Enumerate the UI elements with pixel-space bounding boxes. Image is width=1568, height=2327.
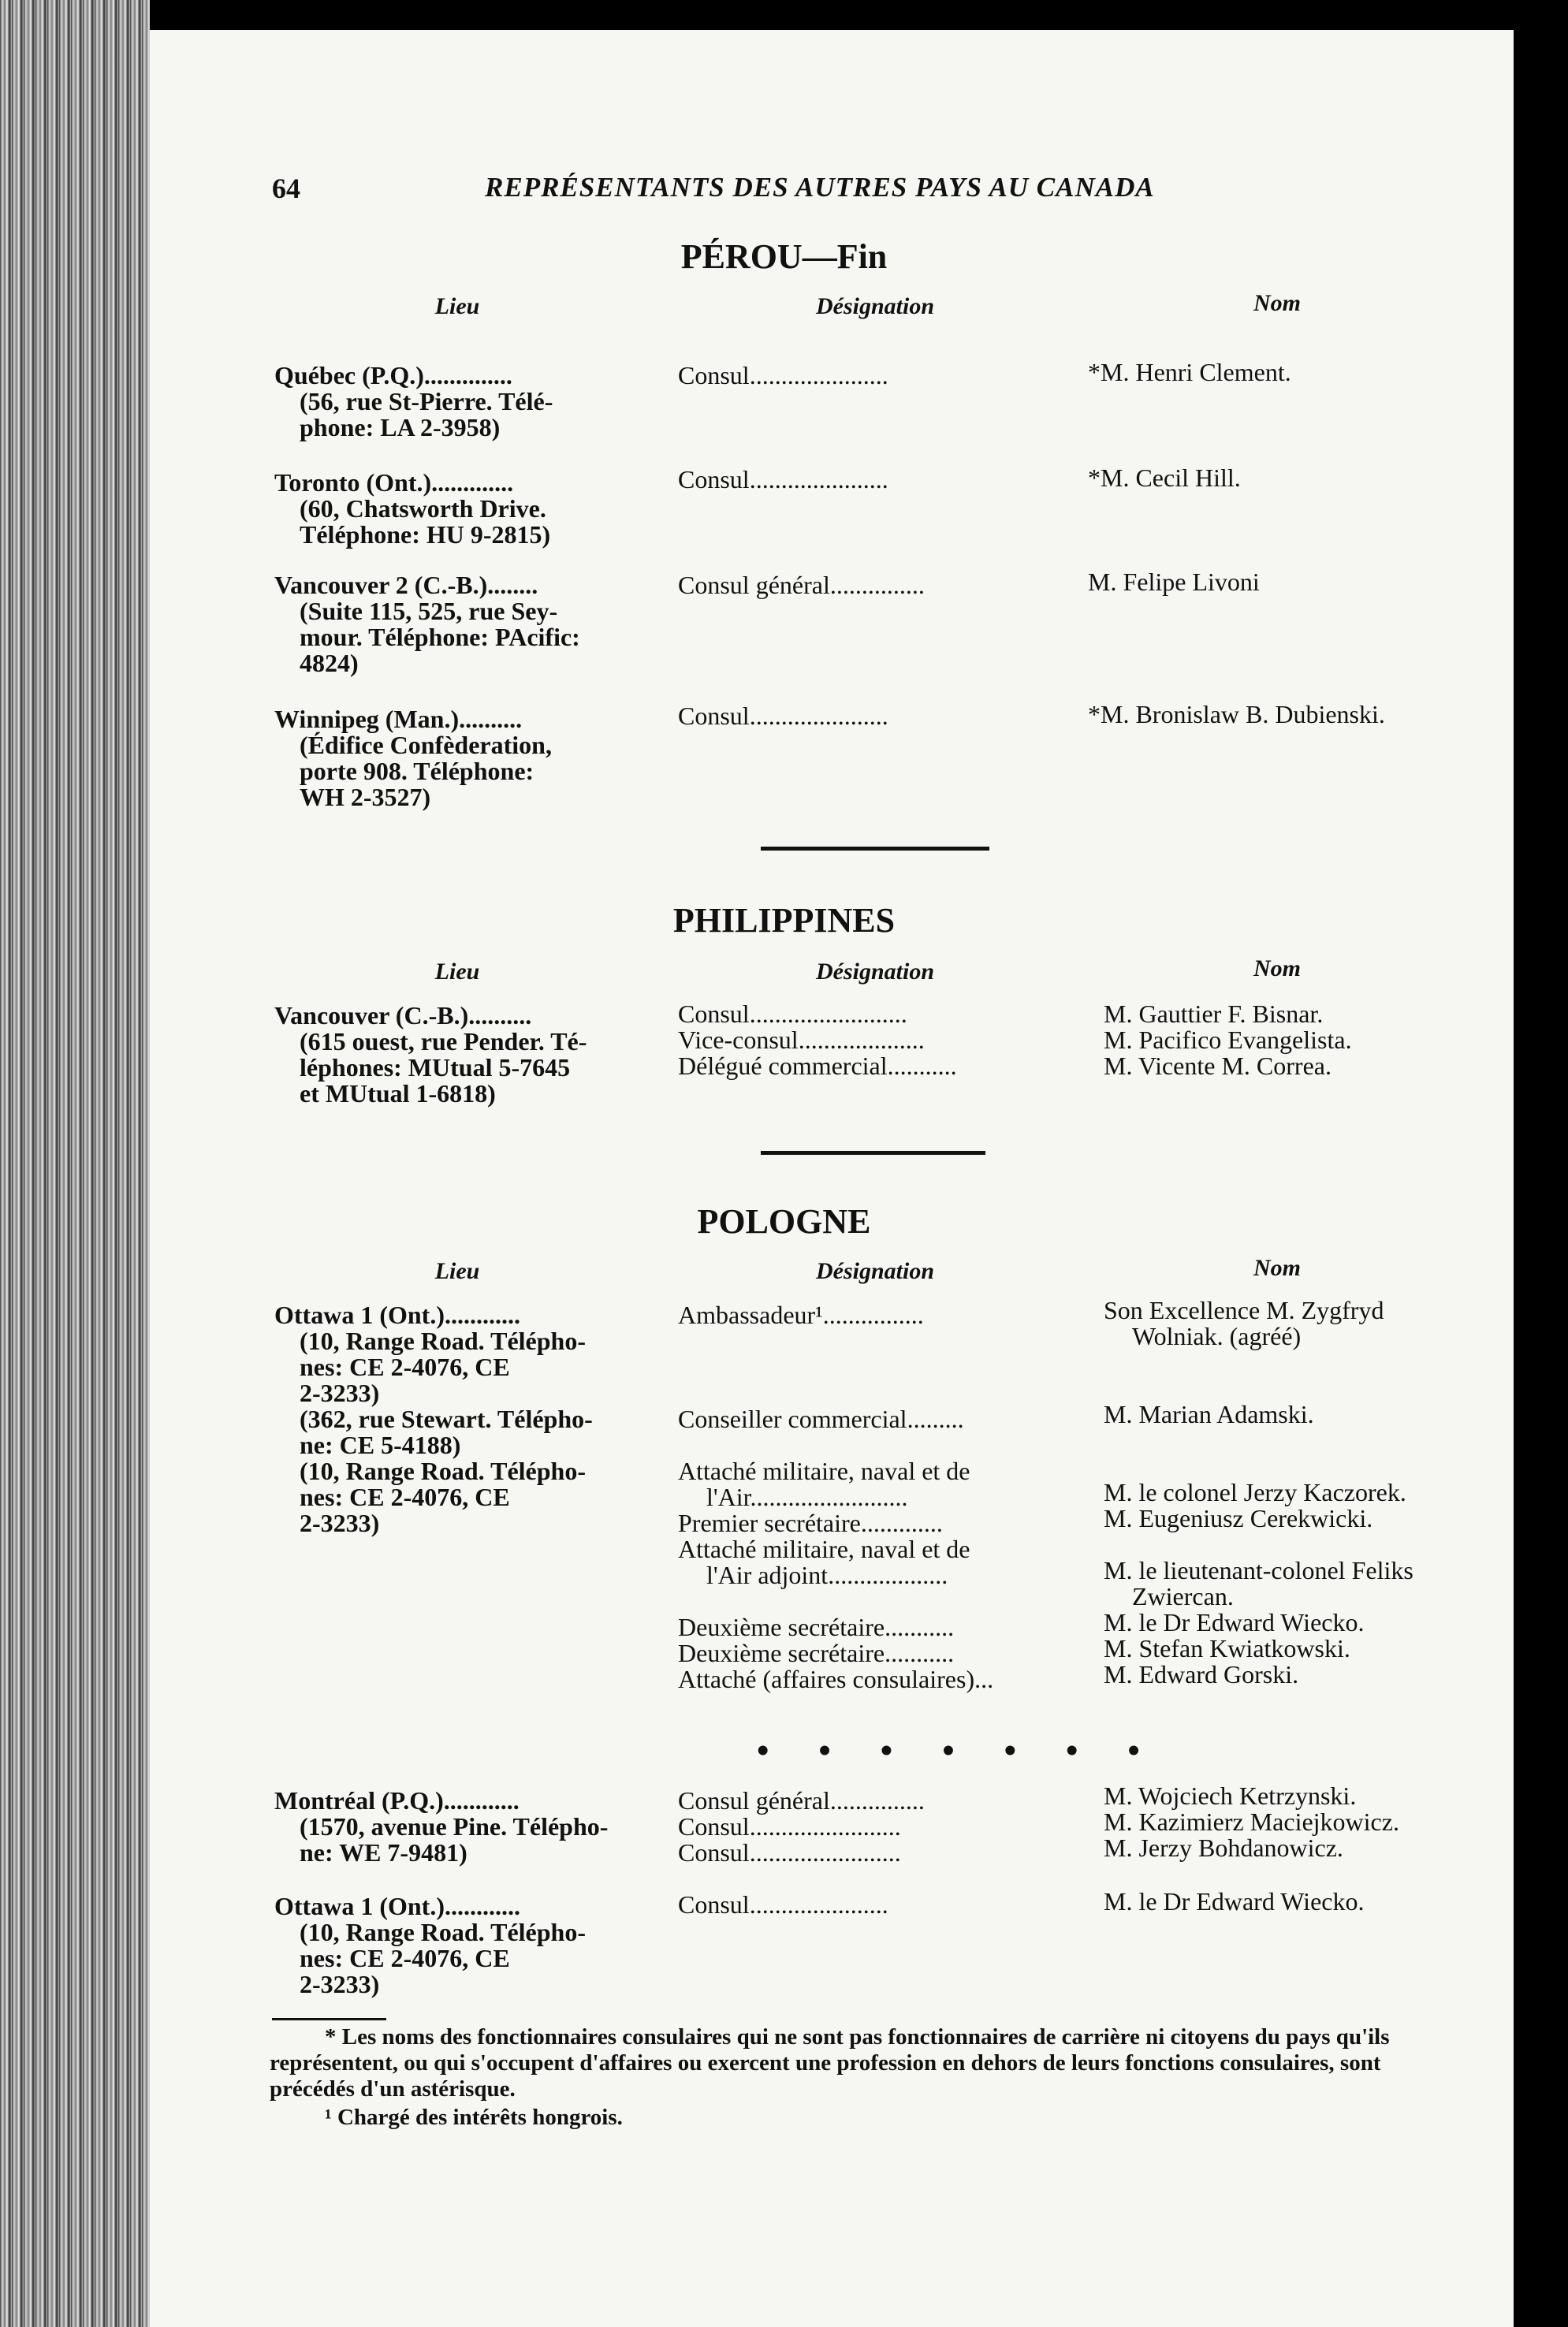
name: *M. Cecil Hill. (1088, 464, 1241, 492)
name: M. Kazimierz Maciejkowicz. (1104, 1808, 1399, 1836)
footnote-asterisk: * Les noms des fonctionnaires consulaires qui ne sont pas fonctionnaires de carrière ni citoyens du pays qu'ils représentent, ou qui s'occupent d'affaires ou exercent une profession en dehors de leurs fonctions consulaires, sont précédés d'un astérisque. (270, 2024, 1390, 2102)
designation: l'Air......................... (706, 1483, 908, 1511)
col-head-designation: Désignation (815, 959, 935, 985)
name: Son Excellence M. Zygfryd (1104, 1296, 1384, 1324)
col-head-nom: Nom (1253, 290, 1301, 316)
address-line: (60, Chatsworth Drive. (300, 494, 546, 523)
designation: Consul général............... (678, 571, 925, 599)
designation: Consul...................... (678, 465, 888, 493)
entry-vancouver-2 (274, 572, 580, 676)
place: Ottawa 1 (Ont.)............ (274, 1301, 520, 1329)
running-head (272, 172, 1281, 211)
separator-dots: • • • • • • • (757, 1731, 1160, 1770)
designation-list (678, 1001, 957, 1079)
entry-ottawa-consul (274, 1893, 586, 1997)
entry-toronto (274, 470, 550, 548)
entry-quebec (274, 363, 553, 441)
address-line: nes: CE 2-4076, CE (300, 1353, 510, 1381)
address-line: (Édifice Confèderation, (300, 731, 552, 759)
designation: Consul........................ (678, 1838, 901, 1867)
name: M. Eugeniusz Cerekwicki. (1104, 1504, 1373, 1532)
designation-list (678, 1788, 925, 1866)
designation: l'Air adjoint................... (706, 1561, 948, 1589)
name-list (1104, 1001, 1352, 1079)
designation: Consul...................... (678, 1890, 888, 1919)
place: Québec (P.Q.).............. (274, 361, 512, 389)
designation: Deuxième secrétaire........... (678, 1639, 955, 1667)
address-line: 2-3233) (300, 1379, 380, 1407)
book-spine (0, 0, 150, 2327)
name: M. le Dr Edward Wiecko. (1104, 1887, 1365, 1916)
running-title: REPRÉSENTANTS DES AUTRES PAYS AU CANADA (485, 172, 1155, 203)
name: M. Stefan Kwiatkowski. (1104, 1634, 1350, 1662)
address-line: (615 ouest, rue Pender. Té- (300, 1027, 587, 1056)
footnote-rule (272, 2018, 386, 2020)
name-list (1104, 1783, 1399, 1861)
name: M. Gauttier F. Bisnar. (1104, 1000, 1324, 1028)
designation: Consul général............... (678, 1786, 925, 1815)
address-line: et MUtual 1-6818) (300, 1079, 496, 1108)
col-head-nom: Nom (1253, 955, 1301, 981)
designation: Conseiller commercial......... (678, 1405, 964, 1433)
col-head-designation: Désignation (815, 1258, 935, 1284)
name: Wolniak. (agréé) (1132, 1322, 1302, 1350)
col-head-lieu: Lieu (434, 959, 480, 985)
entry-montreal (274, 1788, 608, 1866)
entry-vancouver (274, 1003, 587, 1107)
name: M. le colonel Jerzy Kaczorek. (1104, 1478, 1406, 1506)
section-divider (761, 847, 989, 851)
entry-ottawa (274, 1302, 593, 1536)
col-head-lieu: Lieu (434, 293, 480, 319)
name: Zwiercan. (1132, 1582, 1234, 1610)
name: M. le Dr Edward Wiecko. (1104, 1608, 1365, 1636)
address-line: nes: CE 2-4076, CE (300, 1483, 510, 1511)
name: M. Edward Gorski. (1104, 1660, 1299, 1688)
designation: Attaché militaire, naval et de (678, 1535, 970, 1563)
name: M. Jerzy Bohdanowicz. (1104, 1834, 1343, 1862)
page-edge (1514, 0, 1568, 2327)
address-line: (10, Range Road. Télépho- (300, 1918, 586, 1946)
address-line: (362, rue Stewart. Télépho- (300, 1405, 593, 1433)
designation: Deuxième secrétaire........... (678, 1613, 955, 1641)
designation: Consul........................ (678, 1812, 901, 1841)
address-line: mour. Téléphone: PAcific: (300, 623, 580, 651)
address-line: WH 2-3527) (300, 783, 431, 811)
place: Vancouver (C.-B.).......... (274, 1001, 532, 1029)
place: Ottawa 1 (Ont.)............ (274, 1892, 520, 1920)
address-line: (10, Range Road. Télépho- (300, 1457, 586, 1485)
page-number: 64 (272, 173, 300, 204)
designation: Vice-consul.................... (678, 1026, 925, 1054)
designation: Attaché militaire, naval et de (678, 1457, 970, 1485)
name-list (1104, 1298, 1413, 1688)
designation-list (678, 1302, 993, 1692)
designation: Premier secrétaire............. (678, 1509, 943, 1537)
address-line: (10, Range Road. Télépho- (300, 1327, 586, 1355)
col-head-designation: Désignation (815, 293, 935, 319)
designation: Consul...................... (678, 361, 888, 389)
name: M. Marian Adamski. (1104, 1400, 1314, 1428)
name: M. Vicente M. Correa. (1104, 1052, 1331, 1080)
address-line: ne: CE 5-4188) (300, 1431, 461, 1459)
section-title-perou: PÉROU—Fin (680, 237, 888, 276)
place: Winnipeg (Man.).......... (274, 705, 523, 733)
section-title-philippines: PHILIPPINES (672, 901, 896, 940)
col-head-nom: Nom (1253, 1255, 1301, 1281)
address-line: ne: WE 7-9481) (300, 1838, 467, 1867)
address-line: phone: LA 2-3958) (300, 413, 501, 441)
address-line: 2-3233) (300, 1970, 380, 1998)
address-line: 4824) (300, 649, 359, 677)
place: Montréal (P.Q.)............ (274, 1786, 520, 1815)
name: M. le lieutenant-colonel Feliks (1104, 1556, 1413, 1584)
entry-winnipeg (274, 706, 552, 810)
footnote-one: ¹ Chargé des intérêts hongrois. (325, 2105, 623, 2130)
section-divider (761, 1151, 985, 1155)
section-title-pologne: POLOGNE (697, 1202, 871, 1241)
col-head-lieu: Lieu (434, 1258, 480, 1284)
address-line: porte 908. Téléphone: (300, 757, 534, 785)
name: *M. Bronislaw B. Dubienski. (1088, 700, 1385, 728)
address-line: léphones: MUtual 5-7645 (300, 1053, 571, 1082)
place: Toronto (Ont.)............. (274, 468, 514, 497)
designation: Consul...................... (678, 702, 888, 730)
name: M. Felipe Livoni (1088, 568, 1260, 596)
address-line: 2-3233) (300, 1509, 380, 1537)
place: Vancouver 2 (C.-B.)........ (274, 571, 538, 599)
address-line: Téléphone: HU 9-2815) (300, 520, 551, 549)
designation: Consul......................... (678, 1000, 907, 1028)
designation: Ambassadeur¹................ (678, 1301, 924, 1329)
designation: Délégué commercial........... (678, 1052, 957, 1080)
name: *M. Henri Clement. (1088, 358, 1291, 386)
address-line: (56, rue St-Pierre. Télé- (300, 387, 553, 415)
address-line: (1570, avenue Pine. Télépho- (300, 1812, 609, 1841)
name: M. Pacifico Evangelista. (1104, 1026, 1352, 1054)
address-line: nes: CE 2-4076, CE (300, 1944, 510, 1972)
designation: Attaché (affaires consulaires)... (678, 1665, 994, 1693)
name: M. Wojciech Ketrzynski. (1104, 1782, 1357, 1810)
address-line: (Suite 115, 525, rue Sey- (300, 597, 558, 625)
